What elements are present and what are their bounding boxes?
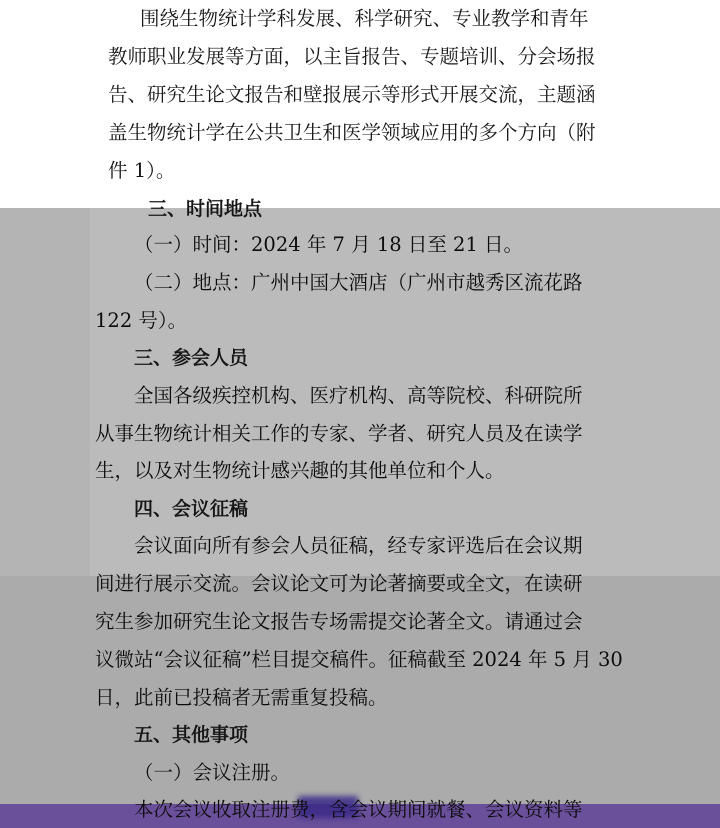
body-text-line: （一）会议注册。 xyxy=(134,761,291,784)
body-text-line: （一）时间：2024 年 7 月 18 日至 21 日。 xyxy=(134,233,524,256)
section-heading-time-place: 三、时间地点 xyxy=(148,198,263,220)
lighting-shadow-left xyxy=(0,208,90,576)
body-text-line: 日，此前已投稿者无需重复投稿。 xyxy=(95,686,388,709)
body-text-line: 间进行展示交流。会议论文可为论著摘要或全文，在读研 xyxy=(95,572,583,595)
body-text-line: 会议面向所有参会人员征稿，经专家评选后在会议期 xyxy=(134,534,583,557)
body-text-line: 告、研究生论文报告和壁报展示等形式开展交流，主题涵 xyxy=(108,83,596,106)
body-text-line: 究生参加研究生论文报告专场需提交论著全文。请通过会 xyxy=(95,610,583,633)
body-text-line: 围绕生物统计学科发展、科学研究、专业教学和青年 xyxy=(140,7,589,30)
section-heading-attendees: 三、参会人员 xyxy=(134,347,249,369)
body-text-line: 本次会议收取注册费，含会议期间就餐、会议资料等 xyxy=(134,798,583,821)
body-text-line: 教师职业发展等方面，以主旨报告、专题培训、分会场报 xyxy=(108,45,596,68)
body-text-line: 全国各级疾控机构、医疗机构、高等院校、科研院所 xyxy=(134,384,583,407)
body-text-line: 122 号）。 xyxy=(95,309,188,332)
section-heading-call-for-papers: 四、会议征稿 xyxy=(134,498,249,520)
body-text-line: 从事生物统计相关工作的专家、学者、研究人员及在读学 xyxy=(95,422,583,445)
body-text-line: 议微站“会议征稿”栏目提交稿件。征稿截至 2024 年 5 月 30 xyxy=(95,648,623,671)
body-text-line: 生，以及对生物统计感兴趣的其他单位和个人。 xyxy=(95,459,505,482)
body-text-line: 盖生物统计学在公共卫生和医学领域应用的多个方向（附 xyxy=(108,121,596,144)
body-text-line: （二）地点：广州中国大酒店（广州市越秀区流花路 xyxy=(134,271,583,294)
body-text-line: 件 1）。 xyxy=(108,159,176,182)
section-heading-other-matters: 五、其他事项 xyxy=(134,724,249,746)
